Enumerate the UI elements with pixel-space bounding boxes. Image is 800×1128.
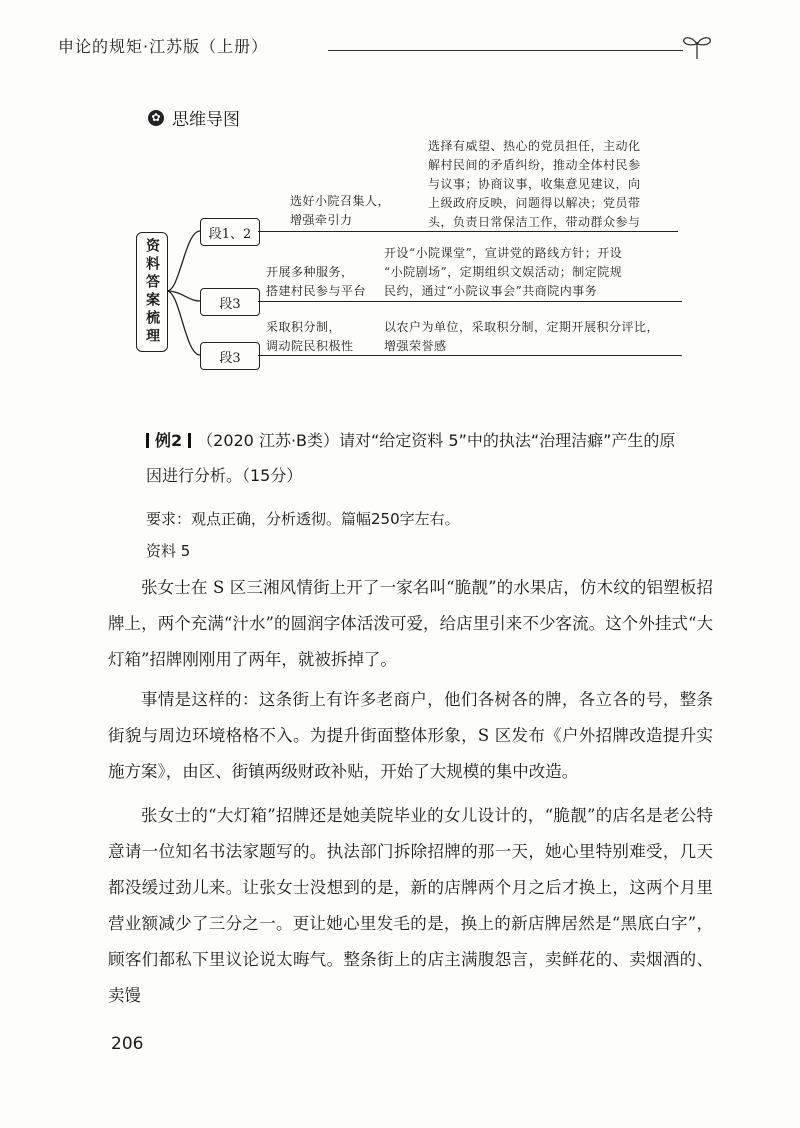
- example-label: 例2: [155, 431, 183, 450]
- segment-label: 段1、2: [208, 226, 252, 242]
- running-header: 申论的规矩·江苏版（上册）: [58, 37, 269, 56]
- bar-marker: [188, 433, 191, 448]
- paragraph: 张女士的“大灯箱”招牌还是她美院毕业的女儿设计的，“脆靓”的店名是老公特意请一位知名书法家题写的。执法部门拆除招牌的那一天，她心里特别难受，几天都没缓过劲儿来。让张女士没想到的是，新的店牌两个月之后才换上，这两个月里营业额减少了三分之一。更让她心里发毛的是，换上的新店牌居然是“黑底白字”，顾客们都私下里议论说太晦气。整条街上的店主满腹怨言，卖鲜花的、卖烟酒的、卖馒: [108, 806, 713, 1005]
- material-title: 资料 5: [146, 542, 191, 560]
- branch-detail: 选择有威望、热心的党员担任，主动化 解村民间的矛盾纠纷，推动全体村民参 与议事；协商议事，收集意见建议，向 上级政府反映，问题得以解决；党员带 头，负责日常保洁工作，带动群众参与: [428, 139, 641, 229]
- paragraph: 张女士在 S 区三湘风情街上开了一家名叫“脆靓”的水果店，仿木纹的铝塑板招牌上，两个充满“汁水”的圆润字体活泼可爱，给店里引来不少客流。这个外挂式“大灯箱”招牌刚刚用了两年，就被拆掉了。: [108, 578, 713, 669]
- requirement: 要求：观点正确，分析透彻。篇幅250字左右。: [146, 510, 460, 528]
- segment-box: [200, 342, 260, 370]
- page-number: 206: [111, 1034, 144, 1054]
- bar-marker: [146, 433, 149, 448]
- mind-map: [0, 0, 800, 400]
- branch-line: [258, 301, 682, 302]
- segment-box: [200, 218, 260, 246]
- branch-detail: 以农户为单位，采取积分制，定期开展积分评比， 增强荣誉感: [384, 320, 660, 353]
- branch-summary: 选好小院召集人， 增强牵引力: [290, 194, 391, 227]
- mind-map-root: [136, 232, 168, 352]
- root-label: 资料答案梳理: [144, 238, 160, 346]
- section-title: 思维导图: [172, 110, 240, 130]
- segment-box: [200, 288, 260, 316]
- flower-icon: ✿: [148, 110, 164, 126]
- question-text: （2020 江苏·B类）请对“给定资料 5”中的执法“治理洁癖”产生的原: [197, 431, 676, 450]
- paragraph: 事情是这样的：这条街上有许多老商户，他们各树各的牌，各立各的号，整条街貌与周边环境格格不入。为提升街面整体形象，S 区发布《户外招牌改造提升实施方案》，由区、街镇两级财政补贴，开始了大规模的集中改造。: [108, 690, 713, 781]
- branch-summary: 开展多种服务， 搭建村民参与平台: [266, 265, 367, 298]
- example-question: [146, 428, 675, 451]
- branch-summary: 采取积分制， 调动院民积极性: [266, 320, 354, 353]
- branch-detail: 开设“小院课堂”，宣讲党的路线方针；开设 “小院剧场”，定期组织文娱活动；制定院规 民约，通过“小院议事会”共商院内事务: [384, 246, 623, 298]
- segment-label: 段3: [219, 296, 241, 312]
- question-continuation: 因进行分析。（15分）: [146, 466, 303, 485]
- segment-label: 段3: [219, 350, 241, 366]
